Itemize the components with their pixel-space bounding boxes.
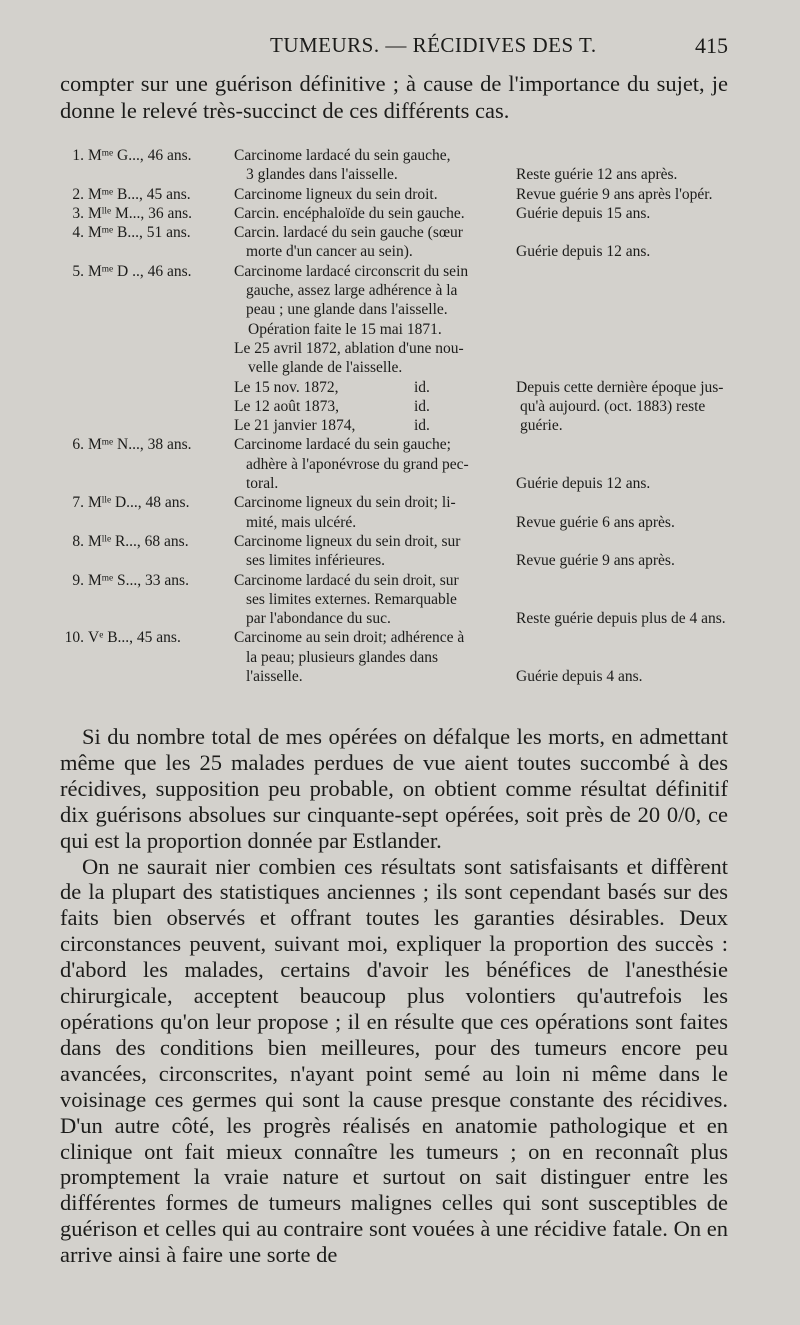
case-number: 7. xyxy=(72,494,84,512)
diagnosis-line: Opération faite le 15 mai 1871. xyxy=(248,320,442,338)
diagnosis-line: peau ; une glande dans l'aisselle. xyxy=(246,301,448,319)
recurrence-id: id. xyxy=(414,378,430,396)
outcome-line: Depuis cette dernière époque jus- xyxy=(516,378,724,396)
body-text xyxy=(60,724,728,1268)
patient-info: $M^{lle}$ D..., 48 ans. xyxy=(88,494,190,512)
title-superscript: me xyxy=(101,225,114,236)
case-entry xyxy=(60,262,736,436)
recurrence-line xyxy=(234,378,506,397)
title-superscript: e xyxy=(99,630,104,641)
diagnosis xyxy=(234,435,506,493)
diagnosis-line: 3 glandes dans l'aisselle. xyxy=(246,166,398,184)
page-number: 415 xyxy=(695,33,728,58)
case-number: 4. xyxy=(72,224,84,242)
outcome: Revue guérie 9 ans après. xyxy=(516,552,675,570)
title-superscript: me xyxy=(101,186,114,197)
diagnosis xyxy=(234,185,506,204)
outcome: Revue guérie 6 ans après. xyxy=(516,513,675,531)
recurrence-row xyxy=(234,397,506,416)
case-number: 1. xyxy=(72,147,84,164)
recurrence-date: Le 15 nov. 1872, xyxy=(234,378,339,396)
outcome: Guérie depuis 4 ans. xyxy=(516,668,643,686)
title-superscript: me xyxy=(101,437,114,448)
recurrence-row xyxy=(234,416,506,435)
diagnosis-line: Carcinome ligneux du sein droit, sur xyxy=(234,532,461,550)
diagnosis-line: Carcin. encéphaloïde du sein gauche. xyxy=(234,204,465,222)
case-number: 2. xyxy=(72,185,84,203)
outcome: Guérie depuis 12 ans. xyxy=(516,475,651,493)
diagnosis-line: Carcinome lardacé du sein droit, sur xyxy=(234,571,459,589)
recurrence-line xyxy=(234,397,506,416)
case-entry xyxy=(60,532,736,571)
diagnosis-line: gauche, assez large adhérence à la xyxy=(246,282,458,300)
diagnosis-line: ses limites externes. Remarquable xyxy=(246,590,457,608)
title-superscript: me xyxy=(101,572,114,583)
patient-info: $M^{me}$ B..., 45 ans. xyxy=(88,185,191,203)
title-superscript: lle xyxy=(101,534,112,545)
diagnosis-line: mité, mais ulcéré. xyxy=(246,513,357,531)
diagnosis-line: Carcin. lardacé du sein gauche (sœur xyxy=(234,224,463,242)
diagnosis-line: Carcinome ligneux du sein droit; li- xyxy=(234,494,456,512)
title-superscript: me xyxy=(101,264,114,275)
diagnosis-line: Carcinome au sein droit; adhérence à xyxy=(234,629,465,647)
diagnosis-line: Le 25 avril 1872, ablation d'une nou- xyxy=(234,339,464,357)
diagnosis xyxy=(234,204,506,223)
title-superscript: lle xyxy=(101,206,112,217)
case-entry xyxy=(60,204,736,223)
running-title: TUMEURS. — RÉCIDIVES DES T. xyxy=(270,33,597,57)
case-number: 8. xyxy=(72,532,84,550)
diagnosis xyxy=(234,223,506,262)
title-superscript: me xyxy=(101,148,114,159)
diagnosis-line: Carcinome lardacé du sein gauche; xyxy=(234,436,451,454)
page-header xyxy=(60,33,728,63)
diagnosis-line: Carcinome ligneux du sein droit. xyxy=(234,185,438,203)
case-entry xyxy=(60,435,736,493)
intro-text: compter sur une guérison définitive ; à cause de l'importance du sujet, je donne le relevé très-succinct de ces différents cas. xyxy=(60,71,728,123)
case-number: 10. xyxy=(64,629,84,647)
diagnosis xyxy=(234,532,506,571)
recurrence-date: Le 12 août 1873, xyxy=(234,397,340,415)
outcome xyxy=(510,378,736,436)
patient-info: Ve B..., 45 ans. xyxy=(88,629,181,647)
diagnosis-line: Carcinome lardacé circonscrit du sein xyxy=(234,262,469,280)
diagnosis-line: par l'abondance du suc. xyxy=(246,610,391,628)
outcome: Guérie depuis 12 ans. xyxy=(516,243,651,261)
case-list xyxy=(60,146,736,686)
patient-info: $M^{me}$ N..., 38 ans. xyxy=(88,436,192,454)
recurrence-row xyxy=(234,378,506,397)
case-entry xyxy=(60,493,736,532)
outcome: Revue guérie 9 ans après l'opér. xyxy=(516,185,713,203)
patient-info: $M^{me}$ D .., 46 ans. xyxy=(88,262,192,280)
diagnosis xyxy=(234,262,506,436)
diagnosis-line: la peau; plusieurs glandes dans xyxy=(246,648,438,666)
body-paragraph: On ne saurait nier combien ces résultats sont satisfaisants et diffèrent de la plupart des statistiques anciennes ; ils sont cependant basés sur des faits bien observés et offrant toutes les garanties désirables. Deux circonstances peuvent, suivant moi, expliquer la proportion des succès : d'abord les malades, certains d'avoir les bénéfices de l'anesthésie chirurgicale, acceptent beaucoup plus volontiers qu'autrefois les opérations qu'on leur propose ; il en résulte que ces opérations sont faites dans des conditions bien meilleures, pour des tumeurs encore peu avancées, circonscrites, n'ayant point semé au loin ni même dans le voisinage ces germes qui sont la cause presque constante des récidives. D'un autre côté, les progrès réalisés en anatomie pathologique et en clinique ont fait mieux connaître les tumeurs ; on en reconnaît plus promptement la vraie nature et surtout on sait distinguer entre les différentes formes de tumeurs malignes celles qui sont susceptibles de guérison et celles qui au contraire sont vouées à une récidive fatale. On en arrive ainsi à faire une sorte de xyxy=(60,853,728,1268)
diagnosis-line: velle glande de l'aisselle. xyxy=(248,359,403,377)
outcome-line: guérie. xyxy=(520,417,563,435)
diagnosis xyxy=(234,571,506,629)
case-entry xyxy=(60,185,736,204)
case-number: 6. xyxy=(72,436,84,454)
patient-info: $M^{me}$ B..., 51 ans. xyxy=(88,224,191,242)
diagnosis xyxy=(234,146,506,185)
recurrence-id: id. xyxy=(414,417,430,435)
patient-info: $M^{lle}$ M..., 36 ans. xyxy=(88,204,193,222)
diagnosis-line: l'aisselle. xyxy=(246,668,303,686)
title-superscript: lle xyxy=(101,495,112,506)
patient-info: $M^{me}$ S..., 33 ans. xyxy=(88,571,189,589)
body-paragraph: Si du nombre total de mes opérées on défalque les morts, en admettant même que les 25 malades perdues de vue aient toutes succombé à des récidives, supposition peu probable, on obtient comme résultat définitif dix guérisons absolues sur cinquante-sept opérées, soit près de 20 0/0, ce qui est la proportion donnée par Estlander. xyxy=(60,724,728,853)
recurrence-date: Le 21 janvier 1874, xyxy=(234,417,356,435)
case-entry xyxy=(60,146,736,185)
case-number: 3. xyxy=(72,204,84,222)
diagnosis-line: morte d'un cancer au sein). xyxy=(246,243,413,261)
case-number: 5. xyxy=(72,262,84,280)
outcome-line: qu'à aujourd. (oct. 1883) reste xyxy=(520,397,706,415)
diagnosis xyxy=(234,493,506,532)
recurrence-line xyxy=(234,416,506,435)
outcome: Reste guérie 12 ans après. xyxy=(516,166,678,184)
diagnosis-line: toral. xyxy=(246,475,279,493)
patient-info: $M^{lle}$ R..., 68 ans. xyxy=(88,532,189,550)
case-entry xyxy=(60,223,736,262)
diagnosis-line: adhère à l'aponévrose du grand pec- xyxy=(246,455,469,473)
diagnosis xyxy=(234,628,506,686)
outcome: Guérie depuis 15 ans. xyxy=(516,204,651,222)
case-entry xyxy=(60,628,736,686)
diagnosis-line: ses limites inférieures. xyxy=(246,552,386,570)
case-number: 9. xyxy=(72,571,84,589)
recurrence-id: id. xyxy=(414,397,430,415)
diagnosis-line: Carcinome lardacé du sein gauche, xyxy=(234,147,451,164)
patient-info: $M^{me}$ G..., 46 ans. xyxy=(88,147,192,164)
outcome: Reste guérie depuis plus de 4 ans. xyxy=(516,610,726,628)
intro-paragraph xyxy=(60,70,728,124)
case-entry xyxy=(60,571,736,629)
